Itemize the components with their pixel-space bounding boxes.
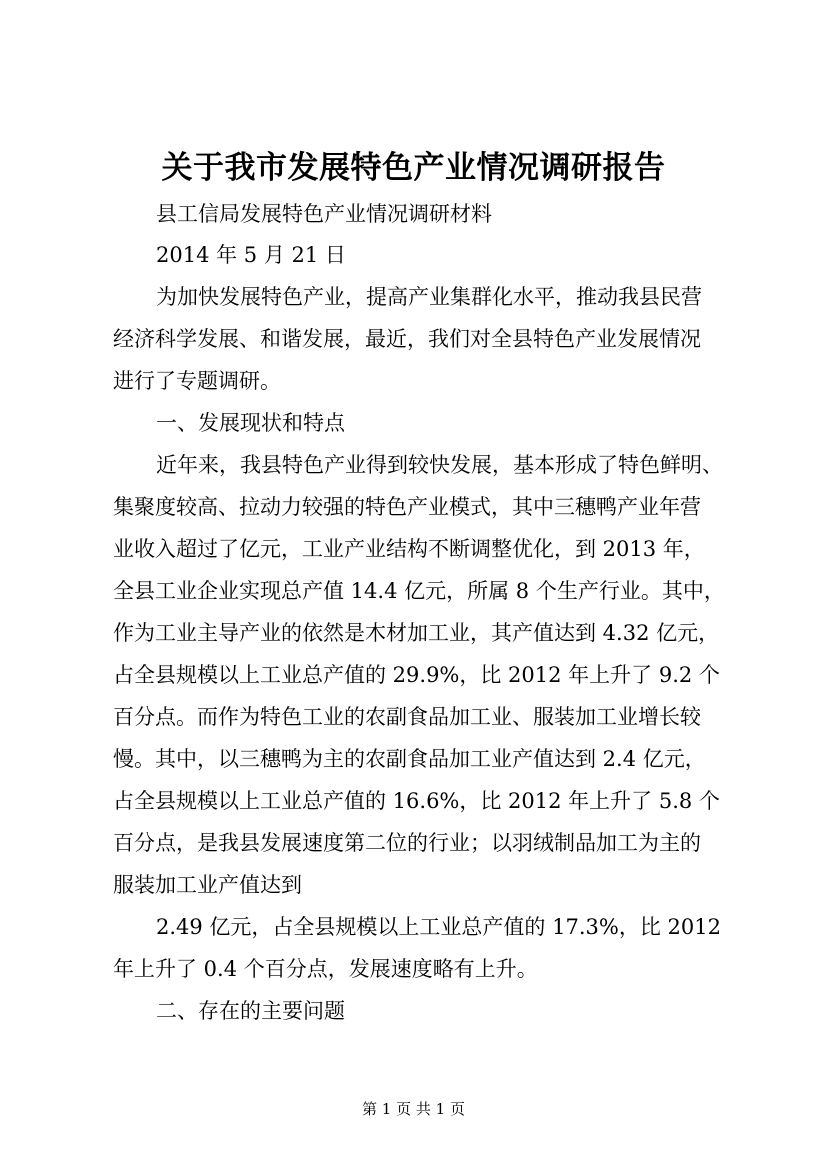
paragraph-line: 服装加工业产值达到 <box>113 873 302 897</box>
document-title: 关于我市发展特色产业情况调研报告 <box>161 150 666 186</box>
section-heading: 二、存在的主要问题 <box>156 999 345 1023</box>
paragraph-line: 2.49 亿元，占全县规模以上工业总产值的 17.3%，比 2012 <box>156 915 721 939</box>
paragraph-line: 业收入超过了亿元，工业产业结构不断调整优化，到 2013 年， <box>113 537 705 561</box>
paragraph-line: 进行了专题调研。 <box>113 369 281 393</box>
paragraph-line: 百分点，是我县发展速度第二位的行业；以羽绒制品加工为主的 <box>113 831 701 855</box>
page-footer: 第 1 页 共 1 页 <box>362 1100 465 1118</box>
paragraph-line: 慢。其中，以三穗鸭为主的农副食品加工业产值达到 2.4 亿元， <box>113 747 706 771</box>
paragraph-line: 近年来，我县特色产业得到较快发展，基本形成了特色鲜明、 <box>156 453 723 477</box>
paragraph-line: 百分点。而作为特色工业的农副食品加工业、服装加工业增长较 <box>113 705 701 729</box>
paragraph-line: 占全县规模以上工业总产值的 16.6%，比 2012 年上升了 5.8 个 <box>113 789 720 813</box>
paragraph-line: 年上升了 0.4 个百分点，发展速度略有上升。 <box>113 957 538 981</box>
document-subtitle: 县工信局发展特色产业情况调研材料 <box>156 202 492 226</box>
paragraph-line: 集聚度较高、拉动力较强的特色产业模式，其中三穗鸭产业年营 <box>113 495 701 519</box>
section-heading: 一、发展现状和特点 <box>156 411 345 435</box>
paragraph-line: 作为工业主导产业的依然是木材加工业，其产值达到 4.32 亿元， <box>113 621 720 645</box>
paragraph-line: 占全县规模以上工业总产值的 29.9%，比 2012 年上升了 9.2 个 <box>113 663 720 687</box>
paragraph-line: 为加快发展特色产业，提高产业集群化水平，推动我县民营 <box>156 285 702 309</box>
paragraph-line: 全县工业企业实现总产值 14.4 亿元，所属 8 个生产行业。其中， <box>113 579 725 603</box>
paragraph-line: 经济科学发展、和谐发展，最近，我们对全县特色产业发展情况 <box>113 327 701 351</box>
document-date: 2014 年 5 月 21 日 <box>156 243 346 267</box>
